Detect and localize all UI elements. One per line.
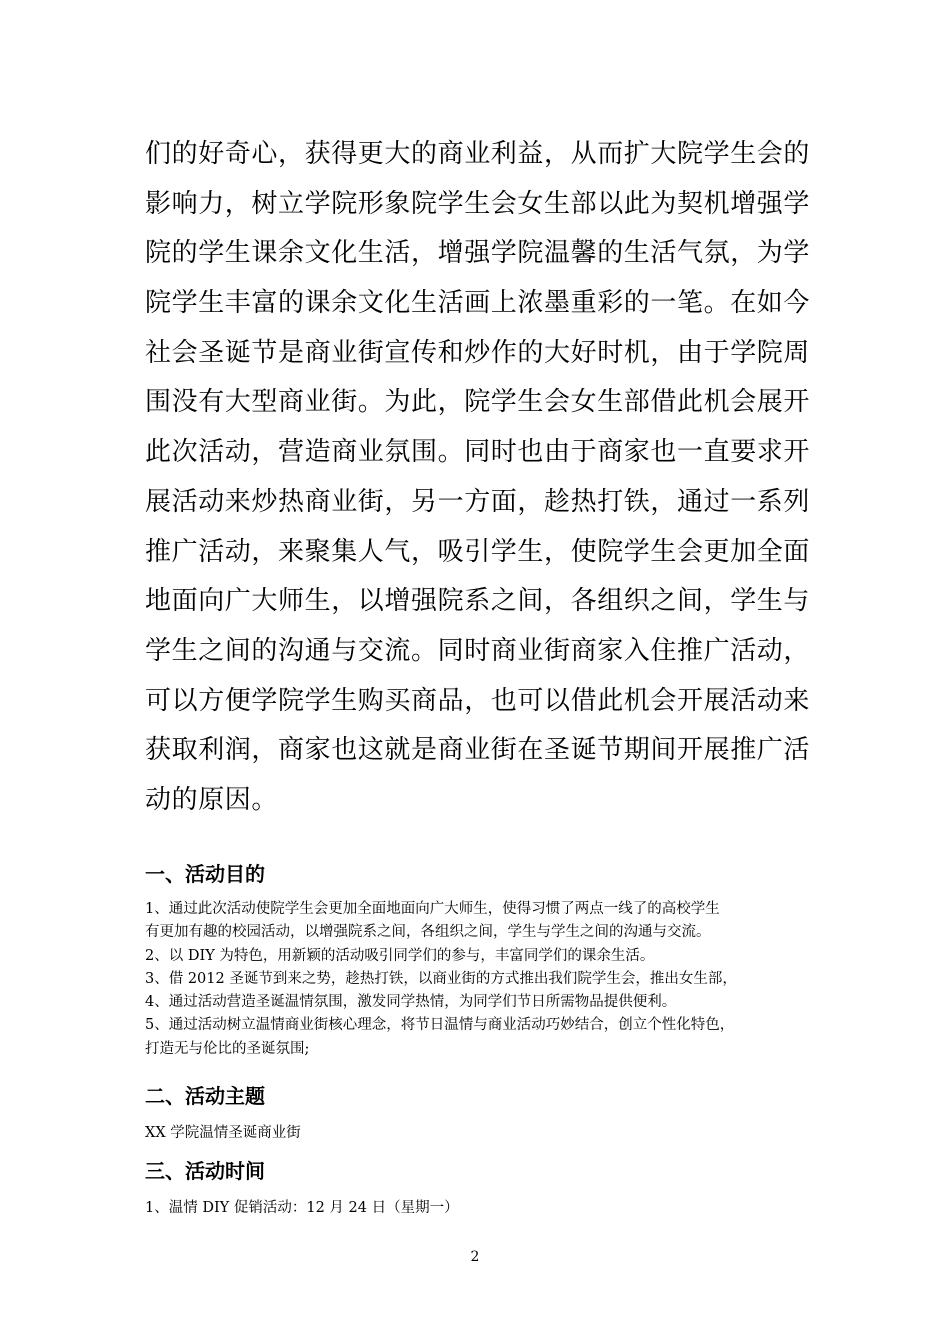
purpose-line: 有更加有趣的校园活动，以增强院系之间，各组织之间，学生与学生之间的沟通与交流。 bbox=[145, 924, 711, 941]
body-line: 地面向广大师生，以增强院系之间，各组织之间，学生与 bbox=[145, 586, 811, 617]
body-line: 影响力，树立学院形象院学生会女生部以此为契机增强学 bbox=[145, 188, 811, 219]
section-heading-theme: 二、活动主题 bbox=[145, 1084, 265, 1108]
purpose-line: 1、通过此次活动使院学生会更加全面地面向广大师生，使得习惯了两点一线了的高校学生 bbox=[145, 901, 720, 917]
body-line: 社会圣诞节是商业街宣传和炒作的大好时机，由于学院周 bbox=[145, 337, 811, 368]
theme-text: XX 学院温情圣诞商业街 bbox=[145, 1125, 301, 1141]
section-theme bbox=[145, 1082, 835, 1145]
time-text: 1、温情 DIY 促销活动：12 月 24 日（星期一） bbox=[145, 1200, 459, 1216]
body-line: 此次活动，营造商业氛围。同时也由于商家也一直要求开 bbox=[145, 437, 811, 468]
body-line: 们的好奇心，获得更大的商业利益，从而扩大院学生会的 bbox=[145, 139, 811, 169]
body-line: 展活动来炒热商业街，另一方面，趁热打铁，通过一系列 bbox=[145, 486, 811, 517]
body-line: 院学生丰富的课余文化生活画上浓墨重彩的一笔。在如今 bbox=[145, 288, 811, 319]
purpose-line: 3、借 2012 圣诞节到来之势，趁热打铁，以商业街的方式推出我们院学生会，推出女生部， bbox=[145, 970, 737, 987]
purpose-line: 4、通过活动营造圣诞温情氛围，激发同学热情，为同学们节日所需物品提供便利。 bbox=[145, 994, 677, 1011]
purpose-line: 2、以 DIY 为特色，用新颖的活动吸引同学们的参与，丰富同学们的课余生活。 bbox=[145, 947, 655, 964]
body-line: 推广活动，来聚集人气，吸引学生，使院学生会更加全面 bbox=[145, 536, 811, 567]
section-heading-purpose: 一、活动目的 bbox=[145, 862, 265, 886]
body-line: 院的学生课余文化生活，增强学院温馨的生活气氛，为学 bbox=[145, 238, 811, 269]
section-time bbox=[145, 1157, 835, 1220]
purpose-line: 5、通过活动树立温情商业街核心理念，将节日温情与商业活动巧妙结合，创立个性化特色， bbox=[145, 1017, 735, 1034]
body-line: 可以方便学院学生购买商品，也可以借此机会开展活动来 bbox=[145, 685, 811, 716]
body-line: 围没有大型商业街。为此，院学生会女生部借此机会展开 bbox=[145, 387, 811, 418]
body-line: 学生之间的沟通与交流。同时商业街商家入住推广活动， bbox=[145, 635, 811, 666]
body-line: 获取利润，商家也这就是商业街在圣诞节期间开展推广活 bbox=[145, 735, 811, 766]
section-heading-time: 三、活动时间 bbox=[145, 1159, 265, 1183]
purpose-line: 打造无与伦比的圣诞氛围; bbox=[145, 1040, 310, 1057]
section-purpose bbox=[145, 860, 835, 1061]
page-number: 2 bbox=[470, 1249, 480, 1265]
body-paragraph bbox=[145, 130, 815, 826]
body-line: 动的原因。 bbox=[145, 784, 279, 815]
